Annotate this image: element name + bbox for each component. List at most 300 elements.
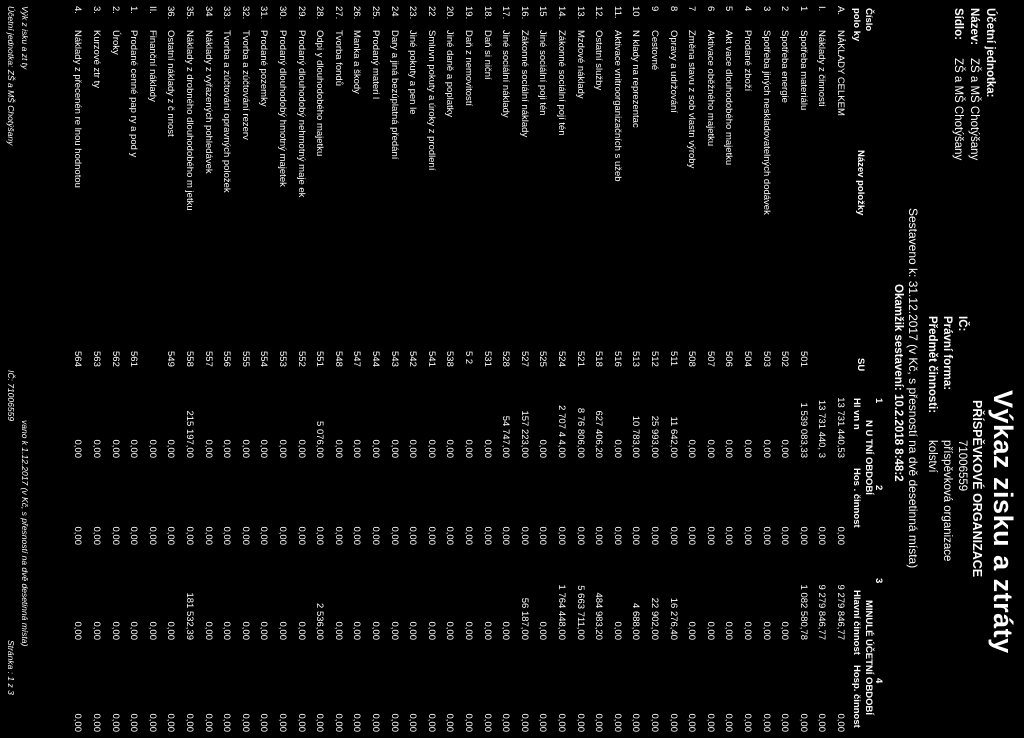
row-number: 30. [277, 6, 288, 20]
table-row [776, 0, 790, 738]
row-value-current-main: 0,00 [723, 439, 735, 458]
row-su: 542 [407, 351, 419, 367]
row-value-previous-main: 0,00 [723, 621, 735, 640]
row-name: Manka a škody [351, 30, 363, 94]
row-value-current-main: 0,00 [760, 439, 772, 458]
row-value-current-main: 0,00 [295, 439, 307, 458]
row-value-current-main: 0,00 [277, 439, 288, 458]
row-name: Jiné pokuty a pen le [407, 30, 419, 115]
row-value-previous-hosp: 0,00 [518, 713, 530, 732]
row-value-current-main: 0,00 [704, 439, 716, 458]
activity-value: kolství [926, 440, 938, 473]
col-num-3: 3 [873, 578, 884, 584]
row-su: 527 [518, 351, 530, 367]
row-value-current-hosp: 0,00 [649, 526, 660, 545]
row-value-previous-main: 0,00 [425, 621, 437, 640]
legal-form-value: příspěvková organizace [941, 440, 953, 562]
seat-value: ZŠ a MŠ Chotýšany [952, 58, 964, 161]
row-name: Prodaný materi l [370, 30, 381, 100]
page-title: Výkaz zisku a ztráty [988, 390, 1018, 654]
row-value-current-hosp: 0,00 [388, 526, 400, 545]
row-value-previous-hosp: 0,00 [146, 713, 158, 732]
row-value-current-main: 0,00 [258, 439, 270, 458]
ic-value: 71006559 [956, 440, 968, 492]
row-value-current-hosp: 0,00 [91, 526, 102, 545]
row-name: Opravy a udržování [667, 30, 679, 113]
row-value-previous-main: 0,00 [91, 621, 102, 640]
row-value-previous-hosp: 0,00 [314, 713, 326, 732]
unit-label: Účetní jednotka: [984, 8, 996, 98]
row-value-previous-main: 181 532,39 [184, 592, 195, 640]
row-number: 22 [425, 6, 437, 17]
table-row [200, 0, 214, 738]
row-value-current-hosp: 0,00 [295, 526, 307, 545]
row-name: Prodané cenné pap ry a pod y [128, 30, 140, 158]
table-row [441, 0, 455, 738]
footer-unit: Účetní jednotka: ZŠ a MŠ Chotýšany [6, 6, 16, 146]
row-value-current-main: 0,00 [221, 439, 233, 458]
table-row [497, 0, 511, 738]
row-value-previous-hosp: 0,00 [723, 713, 735, 732]
row-number: 23. [407, 6, 419, 20]
row-number: 7 [686, 6, 698, 12]
row-name: Spotřeba energie [779, 30, 791, 103]
table-row [218, 0, 232, 738]
row-number: 13. [574, 6, 586, 20]
row-number: II. [146, 6, 158, 14]
row-name: Ostatní služby [593, 30, 605, 91]
row-value-previous-hosp: 0,00 [686, 713, 698, 732]
row-su: 553 [277, 351, 288, 367]
row-value-previous-main: 0,00 [407, 621, 419, 640]
row-value-previous-main: 0,00 [202, 621, 214, 640]
row-value-current-hosp: 0,00 [128, 526, 140, 545]
row-name: Jiné daně a poplatky [444, 30, 456, 118]
row-su: 562 [109, 351, 121, 367]
row-name: Náklady z vyřazených pohledávek [202, 30, 214, 174]
row-value-current-hosp: 0,00 [816, 526, 828, 545]
row-su: 502 [779, 351, 791, 367]
row-value-current-main: 13 731 440,53 [835, 397, 846, 458]
row-value-previous-main: 0,00 [146, 621, 158, 640]
row-name: Aktivace vnitroorganizačních s užeb [611, 30, 623, 182]
row-name: Prodaný dlouhodobý nehmotný maje ek [295, 30, 307, 198]
row-value-current-main: 0,00 [370, 439, 381, 458]
row-value-previous-main: 0,00 [109, 621, 121, 640]
row-su: 521 [574, 351, 586, 367]
row-value-current-main: 0,00 [91, 439, 102, 458]
row-value-previous-main: 1 764 448,00 [556, 584, 567, 640]
table-row [609, 0, 623, 738]
col-header-main-previous: Hlavní činnost [851, 590, 862, 655]
row-value-previous-main: 0,00 [779, 621, 791, 640]
row-su: 511 [667, 351, 679, 367]
row-value-previous-hosp: 0,00 [425, 713, 437, 732]
row-value-current-hosp: 0,00 [258, 526, 270, 545]
table-row [479, 0, 493, 738]
footer-report-name: Výk z isku a zt ty [20, 6, 30, 70]
row-value-previous-hosp: 0,00 [779, 713, 791, 732]
row-name: Zákonné sociální pojí tén [556, 30, 567, 136]
ic-label: IČ: [956, 316, 968, 332]
row-value-current-hosp: 0,00 [202, 526, 214, 545]
footer-ic: IČ: 71006559 [6, 370, 16, 422]
row-value-current-main: 0,00 [742, 439, 753, 458]
col-header-previous: MINULÉ ÚČETNÍ OBDOBÍ [863, 600, 874, 716]
row-number: 33. [221, 6, 233, 20]
row-value-current-main: 13 731 440, 3 [816, 399, 828, 458]
row-value-previous-hosp: 0,00 [481, 713, 493, 732]
row-name: Prodané zboží [742, 30, 753, 92]
row-value-current-hosp: 0,00 [797, 526, 809, 545]
row-value-current-hosp: 0,00 [332, 526, 344, 545]
row-name: Odpi y dlouhodobého majetku [314, 30, 326, 157]
row-value-previous-main: 0,00 [332, 621, 344, 640]
row-name: Aktivace oběžného majetku [704, 30, 716, 147]
row-value-current-main: 0,00 [128, 439, 140, 458]
row-su: 518 [593, 351, 605, 367]
row-value-current-main: 0,00 [388, 439, 400, 458]
row-value-current-main: 5 076,00 [314, 421, 326, 458]
row-number: 35. [184, 6, 195, 20]
row-value-current-main: 2 707 4 4,00 [556, 405, 567, 458]
row-value-previous-main: 0,00 [128, 621, 140, 640]
row-number: 1. [128, 6, 140, 14]
row-number: 18. [481, 6, 493, 20]
row-number: 5 [723, 6, 735, 12]
row-value-current-main: 0,00 [351, 439, 363, 458]
row-value-previous-hosp: 0,00 [704, 713, 716, 732]
row-su: 557 [202, 351, 214, 367]
row-value-current-hosp: 0,00 [630, 526, 642, 545]
row-value-current-main: 0,00 [72, 439, 84, 458]
table-row [404, 0, 418, 738]
row-number: 20. [444, 6, 456, 20]
legal-form-label: Právní forma: [941, 316, 953, 391]
row-su: 552 [295, 351, 307, 367]
row-value-previous-hosp: 0,00 [816, 713, 828, 732]
row-value-current-main: 157 223,00 [518, 410, 530, 458]
row-number: 28. [314, 6, 326, 20]
row-name: Spotřeba materiálu [797, 30, 809, 111]
table-row [274, 0, 288, 738]
table-row [702, 0, 716, 738]
row-su: 5 2 [463, 351, 474, 365]
row-value-previous-main: 9 279 846,77 [816, 584, 828, 640]
row-name: Dary a jiná bezúplatná předání [388, 30, 400, 160]
row-value-previous-hosp: 0,00 [221, 713, 233, 732]
row-number: 14. [556, 6, 567, 20]
row-value-previous-hosp: 0,00 [835, 713, 846, 732]
row-value-previous-main: 56 187,00 [518, 597, 530, 640]
row-value-current-hosp: 0,00 [425, 526, 437, 545]
table-row [720, 0, 734, 738]
table-row [237, 0, 251, 738]
row-value-previous-hosp: 0,00 [593, 713, 605, 732]
row-value-current-main: 0,00 [109, 439, 121, 458]
row-number: 16. [518, 6, 530, 20]
footer-page: Stránka : 1 z 3 [6, 640, 16, 695]
table-row [181, 0, 195, 738]
row-value-previous-main: 0,00 [239, 621, 251, 640]
row-name: Finanční náklady [146, 30, 158, 102]
row-number: 6 [704, 6, 716, 12]
table-row [739, 0, 753, 738]
col-header-name: Název položky [855, 150, 866, 216]
row-value-previous-hosp: 0,00 [184, 713, 195, 732]
row-value-previous-hosp: 0,00 [258, 713, 270, 732]
row-su: 506 [723, 351, 735, 367]
row-name: Náklady z drobného dlouhodobého m jetku [184, 30, 195, 211]
row-value-current-hosp: 0,00 [72, 526, 84, 545]
row-value-current-main: 215 197,00 [184, 410, 195, 458]
row-su: 516 [611, 351, 623, 367]
seat-label: Sídlo: [952, 8, 964, 40]
table-row [758, 0, 772, 738]
row-value-previous-main: 0,00 [295, 621, 307, 640]
col-header-su: SU [855, 358, 866, 372]
row-value-current-main: 627 406,20 [593, 410, 605, 458]
row-su: 501 [797, 351, 809, 367]
row-name: Daň si niční [481, 30, 493, 80]
row-name: Tvorba fondů [332, 30, 344, 86]
col-header-hosp-previous: Hosp. činnost [851, 665, 862, 728]
row-value-previous-hosp: 0,00 [463, 713, 474, 732]
row-value-current-main: 0,00 [332, 439, 344, 458]
table-row [423, 0, 437, 738]
row-value-previous-hosp: 0,00 [165, 713, 177, 732]
row-number: 36. [165, 6, 177, 20]
footer-compiled: vano k 1.12.2017 (v Kč, s přesností na dvě desetinná místa) [20, 420, 30, 647]
row-value-previous-hosp: 0,00 [760, 713, 772, 732]
row-number: 24 [388, 6, 400, 17]
row-value-current-hosp: 0,00 [611, 526, 623, 545]
table-row [69, 0, 83, 738]
row-name: Úroky [109, 30, 121, 55]
row-number: I. [816, 6, 828, 12]
row-value-current-main: 0,00 [444, 439, 456, 458]
row-number: 19. [463, 6, 474, 20]
row-number: 15 [537, 6, 549, 17]
row-name: Kurzové ztr ty [91, 30, 102, 89]
row-name: Tvorba a zúčtování rezerv [239, 30, 251, 140]
row-value-previous-main: 0,00 [221, 621, 233, 640]
row-su: 504 [742, 351, 753, 367]
table-row [553, 0, 567, 738]
table-row [590, 0, 604, 738]
col-header-current: N U TNÍ OBDOBÍ [863, 420, 874, 495]
row-value-previous-main: 0,00 [686, 621, 698, 640]
row-value-previous-hosp: 0,00 [370, 713, 381, 732]
row-number: 12. [593, 6, 605, 20]
row-name: Prodané pozemky [258, 30, 270, 107]
row-number: 25. [370, 6, 381, 20]
row-value-previous-hosp: 0,00 [611, 713, 623, 732]
table-row [460, 0, 474, 738]
row-name: Jiné sociální poji tén [537, 30, 549, 116]
row-number: 26. [351, 6, 363, 20]
row-su: 528 [500, 351, 512, 367]
table-row [386, 0, 400, 738]
row-value-previous-main: 0,00 [537, 621, 549, 640]
row-value-current-hosp: 0,00 [593, 526, 605, 545]
row-name: Náklady z činnosti [816, 30, 828, 107]
row-value-previous-hosp: 0,00 [109, 713, 121, 732]
table-row [534, 0, 548, 738]
row-number: 10 [630, 6, 642, 17]
row-number: 31. [258, 6, 270, 20]
row-value-previous-main: 5 663 711,00 [574, 585, 586, 640]
row-value-current-hosp: 0,00 [556, 526, 567, 545]
row-value-current-hosp: 0,00 [704, 526, 716, 545]
row-value-current-main: 0,00 [239, 439, 251, 458]
row-value-current-hosp: 0,00 [760, 526, 772, 545]
row-value-current-hosp: 0,00 [742, 526, 753, 545]
table-row [832, 0, 846, 738]
row-value-current-main: 0,00 [407, 439, 419, 458]
table-row [516, 0, 530, 738]
row-value-previous-hosp: 0,00 [797, 713, 809, 732]
row-value-current-hosp: 0,00 [779, 526, 791, 545]
row-value-current-main: 1 539 083,33 [797, 402, 809, 458]
row-value-current-hosp: 0,00 [407, 526, 419, 545]
row-su: 543 [388, 351, 400, 367]
table-row [330, 0, 344, 738]
row-name: Prodaný dlouhodobý hmotný majetek [277, 30, 288, 187]
row-value-current-hosp: 0,00 [481, 526, 493, 545]
row-number: 4. [72, 6, 84, 14]
row-name: N klady na reprezentac [630, 30, 642, 128]
row-su: 525 [537, 351, 549, 367]
row-value-current-hosp: 0,00 [184, 526, 195, 545]
row-value-previous-main: 0,00 [463, 621, 474, 640]
row-su: 554 [258, 351, 270, 367]
row-value-previous-main: 0,00 [611, 621, 623, 640]
row-value-previous-hosp: 0,00 [537, 713, 549, 732]
row-value-current-hosp: 0,00 [500, 526, 512, 545]
row-number: 9 [649, 6, 660, 12]
row-value-previous-hosp: 0,00 [500, 713, 512, 732]
row-su: 549 [165, 351, 177, 367]
row-value-current-hosp: 0,00 [370, 526, 381, 545]
row-number: 34 [202, 6, 214, 17]
row-su: 507 [704, 351, 716, 367]
row-number: 3 [760, 6, 772, 12]
row-number: 8 [667, 6, 679, 12]
row-value-current-main: 25 993,00 [649, 415, 660, 458]
row-name: Cestovné [649, 30, 660, 71]
row-su: 512 [649, 351, 660, 367]
row-number: 17. [500, 6, 512, 20]
row-name: Akt vace dlouhodobého majetku [723, 30, 735, 166]
row-value-previous-main: 0,00 [481, 621, 493, 640]
compiled-line: Sestaveno k: 31.12.2017 (v Kč, s přesností na dvě desetinná místa) [906, 208, 920, 569]
table-row [88, 0, 102, 738]
table-row [107, 0, 121, 738]
row-value-current-hosp: 0,00 [221, 526, 233, 545]
row-value-previous-main: 16 276,40 [667, 597, 679, 640]
table-row [255, 0, 269, 738]
row-value-current-hosp: 0,00 [351, 526, 363, 545]
row-value-previous-hosp: 0,00 [128, 713, 140, 732]
row-value-previous-hosp: 0,00 [574, 713, 586, 732]
row-value-current-main: 11 642,00 [667, 416, 679, 458]
row-value-previous-main: 0,00 [760, 621, 772, 640]
row-value-previous-main: 1 082 580,78 [797, 584, 809, 640]
row-name: Smluvn pokuty a úroky z prodlení [425, 30, 437, 171]
table-row [665, 0, 679, 738]
row-value-previous-main: 2 536,00 [314, 603, 326, 640]
col-header-polozky: polo ky [851, 8, 862, 42]
row-number: 2 [779, 6, 791, 12]
row-value-previous-hosp: 0,00 [277, 713, 288, 732]
row-value-current-hosp: 0,00 [537, 526, 549, 545]
row-number: 29. [295, 6, 307, 20]
row-su: 561 [128, 351, 140, 367]
table-row [311, 0, 325, 738]
col-num-1: 1 [873, 398, 884, 404]
col-num-2: 2 [873, 485, 884, 491]
row-value-current-hosp: 0,00 [444, 526, 456, 545]
row-number: 3. [91, 6, 102, 14]
row-name: Jiné sociální náklady [500, 30, 512, 118]
row-value-current-main: 8 76 806,00 [574, 407, 586, 458]
row-value-current-hosp: 0,00 [239, 526, 251, 545]
row-value-current-main: 10 783,00 [630, 415, 642, 458]
row-name: Zákonné sociální náklady [518, 30, 530, 138]
row-value-previous-main: 0,00 [277, 621, 288, 640]
table-row [293, 0, 307, 738]
table-row [367, 0, 381, 738]
row-value-current-main: 0,00 [146, 439, 158, 458]
row-number: 11. [611, 6, 623, 19]
row-value-current-hosp: 0,00 [109, 526, 121, 545]
row-value-previous-hosp: 0,00 [556, 713, 567, 732]
row-su: 541 [425, 351, 437, 367]
row-number: 2. [109, 6, 121, 14]
row-value-current-main: 0,00 [779, 439, 791, 458]
row-number: 32. [239, 6, 251, 20]
table-row [627, 0, 641, 738]
page-subtitle: PŘÍSPĚVKOVÉ ORGANIZACE [970, 400, 984, 578]
row-value-previous-hosp: 0,00 [444, 713, 456, 732]
row-value-previous-hosp: 0,00 [630, 713, 642, 732]
row-value-current-hosp: 0,00 [277, 526, 288, 545]
row-value-current-main: 0,00 [202, 439, 214, 458]
col-num-4: 4 [873, 678, 884, 684]
table-row [348, 0, 362, 738]
name-label: Název: [968, 8, 980, 46]
row-name: Mzdové náklady [574, 30, 586, 99]
row-value-previous-hosp: 0,00 [407, 713, 419, 732]
table-row [646, 0, 660, 738]
row-value-current-hosp: 0,00 [314, 526, 326, 545]
row-name: Ostatní náklady z č nnost [165, 30, 177, 137]
row-value-previous-hosp: 0,00 [239, 713, 251, 732]
row-value-previous-main: 0,00 [704, 621, 716, 640]
row-value-previous-hosp: 0,00 [649, 713, 660, 732]
row-value-previous-main: 0,00 [500, 621, 512, 640]
row-name: NÁKLADY CELKEM [835, 30, 846, 116]
row-value-current-hosp: 0,00 [667, 526, 679, 545]
row-value-current-main: 0,00 [165, 439, 177, 458]
row-value-previous-hosp: 0,00 [295, 713, 307, 732]
row-value-current-hosp: 0,00 [146, 526, 158, 545]
col-header-main-current: Hl vn n [851, 398, 862, 430]
row-su: 513 [630, 351, 642, 367]
row-su: 544 [370, 351, 381, 367]
row-su: 555 [239, 351, 251, 367]
